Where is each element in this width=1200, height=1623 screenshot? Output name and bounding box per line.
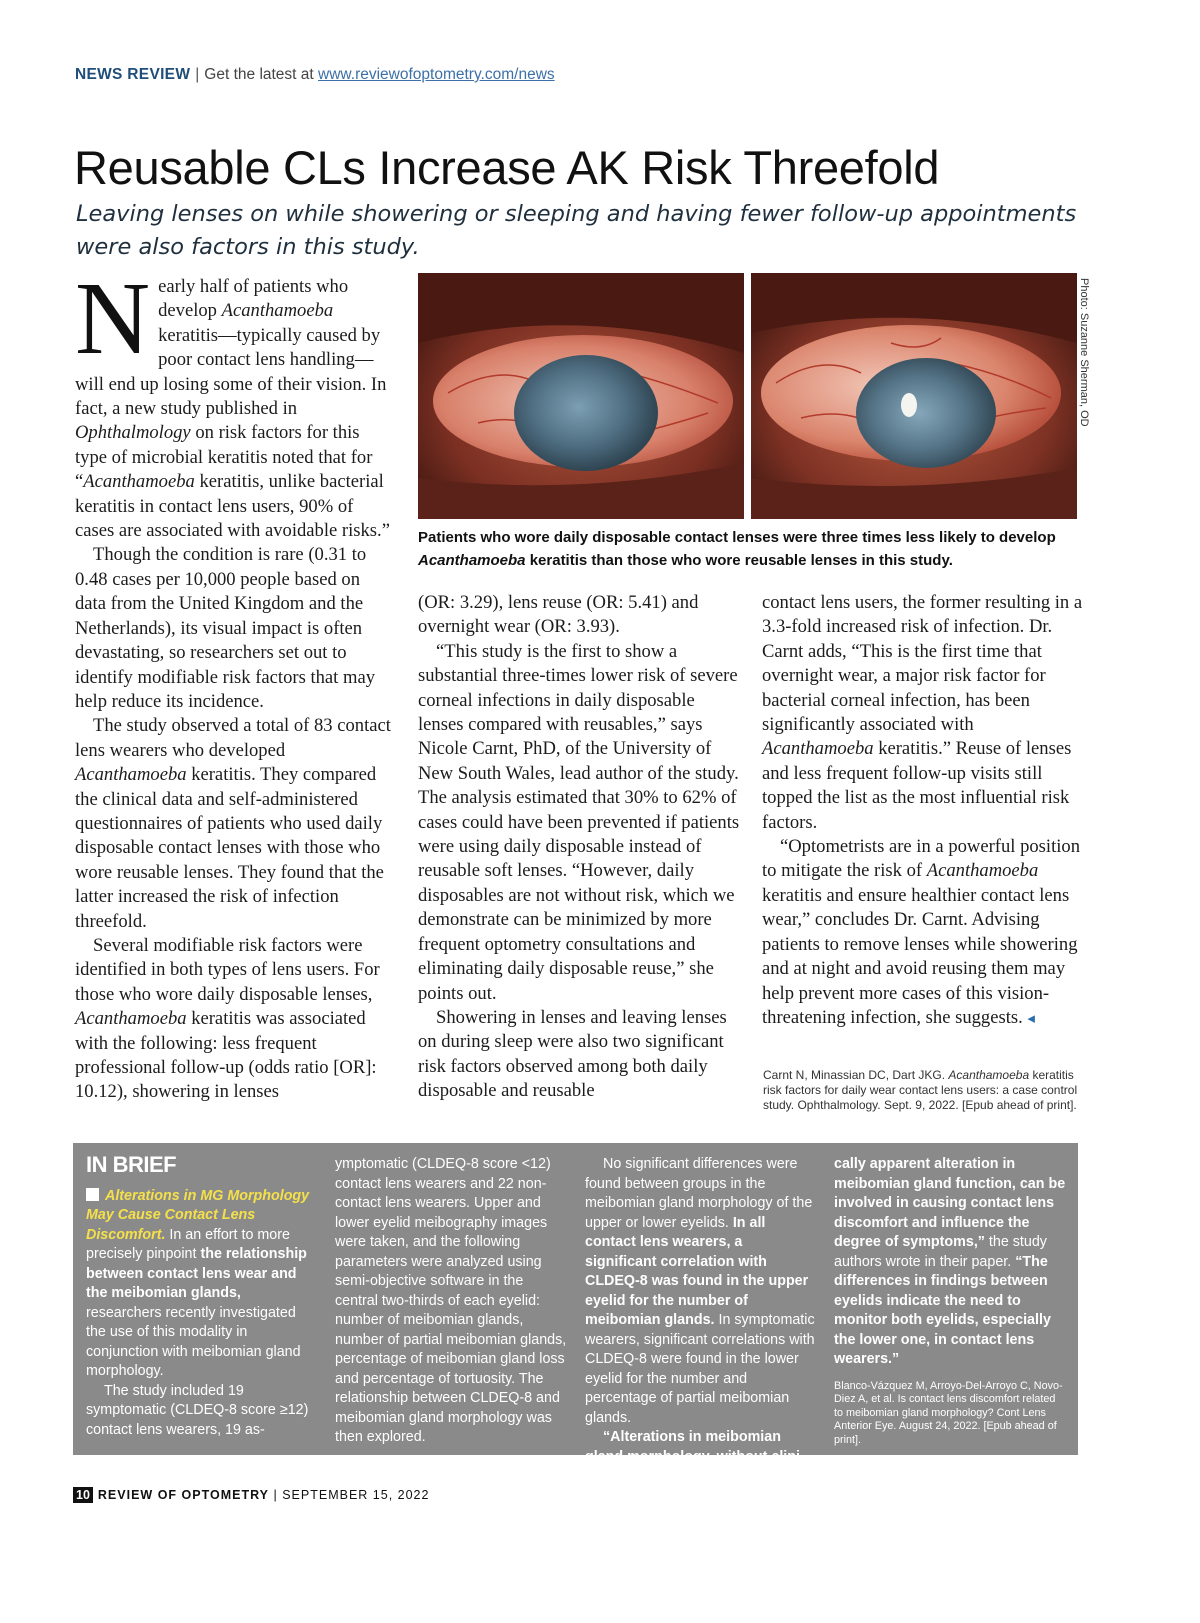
in-brief-heading: IN BRIEF	[86, 1152, 177, 1177]
article-subtitle: Leaving lenses on while showering or sleeping and having fewer follow-up appointments were also factors in this study.	[76, 201, 1077, 260]
text: No significant differences were found between groups in the meibomian gland morphology of the upper or lower eyelids.	[585, 1156, 813, 1231]
paragraph	[762, 591, 1084, 835]
in-brief-box	[73, 1143, 1078, 1465]
paragraph: The study included 19 symptomatic (CLDEQ-8 score ≥12) contact lens wearers, 19 as-	[86, 1382, 309, 1438]
article-citation	[763, 1068, 1081, 1113]
text: researchers recently investigated the use of this modality in conjunction with meibomian gland morphology.	[86, 1304, 301, 1379]
square-bullet-icon	[86, 1188, 99, 1201]
in-brief-citation: Blanco-Vázquez M, Arroyo-Del-Arroyo C, Novo-Diez A, et al. Is contact lens discomfort related to meibomian gland morphology? Cont Lens Anterior Eye. August 24, 2022. [Epub ahead of print].	[834, 1379, 1063, 1446]
eye-photo-right	[751, 273, 1077, 519]
in-brief-column-3	[585, 1155, 817, 1467]
text: The study observed a total of 83 contact lens wearers who developed	[75, 715, 391, 761]
species-name: Acanthamoeba	[75, 764, 187, 786]
eye-photo-left	[418, 273, 744, 519]
text: keratitis. They compared the clinical data and self-administered questionnaires of patients who used daily disposable contact lenses with those who wore reusable lenses. They found that the latter increased the risk of infection threefold.	[75, 764, 384, 932]
paragraph: Though the condition is rare (0.31 to 0.48 cases per 10,000 people based on data from the United Kingdom and the Netherlands), its visual impact is often devastating, so researchers set out to identify modifiable risk factors that may help reduce its incidence.	[75, 544, 375, 712]
text: In an effort to more precisely pinpoint	[86, 1226, 290, 1262]
text: Patients who wore daily disposable contact lenses were three times less likely to develop	[418, 529, 1056, 546]
text: Carnt N, Minassian DC, Dart JKG.	[763, 1068, 949, 1082]
article-title: Reusable CLs Increase AK Risk Threefold	[74, 141, 940, 194]
photo-credit: Photo: Suzanne Sherman, OD	[1078, 278, 1090, 427]
article-column-1	[75, 261, 393, 1105]
text: contact lens users, the former resulting in a 3.3-fold increased risk of infection. Dr. Carnt adds, “This is the first time that overnight wear, a major risk factor for bacterial corneal infection, has been significantly associated with	[762, 592, 1083, 736]
paragraph	[75, 934, 393, 1105]
section-header	[75, 66, 555, 84]
text: keratitis was associated with the following: less frequent professional follow-up (odds ratio [OR]: 10.12), showering in lenses	[75, 1008, 377, 1103]
paragraph: (OR: 3.29), lens reuse (OR: 5.41) and overnight wear (OR: 3.93).	[418, 592, 699, 638]
paragraph	[762, 835, 1084, 1031]
news-link[interactable]: www.reviewofoptometry.com/news	[318, 66, 555, 83]
paragraph	[86, 1187, 316, 1382]
in-brief-column-4	[834, 1155, 1066, 1447]
text: the study authors wrote in their paper.	[834, 1234, 1047, 1270]
page-number: 10	[73, 1487, 93, 1503]
text: the relationship between contact lens wear and the meibomian glands,	[86, 1246, 307, 1301]
in-brief-column-1	[86, 1152, 316, 1440]
text: keratitis.” Reuse of lenses and less frequent follow-up visits still topped the list as the most influential risk factors.	[762, 738, 1072, 833]
text: keratitis and ensure healthier contact lens wear,” concludes Dr. Carnt. Advising patients to remove lenses while showering and at night and avoid reusing them may help prevent more cases of this vision-threatening infection, she suggests.	[762, 884, 1078, 1028]
text: keratitis risk factors for daily wear contact lens users: a case control study. Ophthalmology. Sept. 9, 2022. [Epub ahead of print].	[763, 1068, 1078, 1112]
paragraph: “This study is the first to show a substantial three-times lower risk of severe corneal infections in daily disposable lenses compared with reusables,” says Nicole Carnt, PhD, of the University of New South Wales, lead author of the study. The analysis estimated that 30% to 62% of cases could have been prevented if patients were using daily disposable instead of reusable soft lenses. “However, daily disposables are not without risk, which we demonstrate can be minimized by more frequent optometry consultations and eliminating daily disposable reuse,” she points out.	[418, 640, 740, 1004]
footer-separator: |	[273, 1488, 278, 1502]
section-label: NEWS REVIEW	[75, 66, 191, 83]
species-name: Acanthamoeba	[75, 1008, 187, 1030]
end-mark-icon: ◂	[1027, 1010, 1035, 1027]
page-footer	[73, 1488, 429, 1502]
text: Several modifiable risk factors were identified in both types of lens users. For those who wore daily disposable lenses,	[75, 934, 380, 1005]
in-brief-column-2	[335, 1155, 567, 1448]
paragraph: ymptomatic (CLDEQ-8 score <12) contact lens wearers and 22 non-contact lens wearers. Upper and lower eyelid meibography images were taken, and the following parameters were analyzed using semi-objective software in the central two-thirds of each eyelid: number of meibomian glands, number of partial meibomian glands, percentage of meibomian gland loss and percentage of tortuosity. The relationship between CLDEQ-8 and meibomian gland morphology was then explored.	[335, 1156, 567, 1445]
paragraph	[585, 1428, 817, 1467]
species-name: Acanthamoeba	[926, 860, 1039, 882]
article-column-2	[418, 591, 740, 1104]
species-name: Acanthamoeba	[83, 471, 195, 493]
eye-photo-right-image	[751, 273, 1077, 519]
species-name: Acanthamoeba	[948, 1068, 1030, 1082]
eye-photo-left-image	[418, 273, 744, 519]
paragraph	[75, 261, 393, 543]
brief-kicker: Alterations in MG Morphology May Cause Contact Lens Discomfort.	[86, 1187, 310, 1243]
drop-cap: N	[75, 261, 151, 376]
photo-caption	[418, 526, 1078, 572]
paragraph	[75, 714, 393, 934]
species-name: Acanthamoeba	[762, 738, 874, 760]
text: keratitis—typically caused by poor contact lens handling—will end up losing some of their vision. In fact, a new study published in	[75, 324, 387, 420]
text: keratitis than those who wore reusable lenses in this study.	[525, 552, 953, 569]
text: In all contact lens wearers, a significant correlation with CLDEQ-8 was found in the upper eyelid for the number of meibomian glands.	[585, 1214, 809, 1328]
species-name: Acanthamoeba	[221, 300, 334, 322]
paragraph: Showering in lenses and leaving lenses on during sleep were also two significant risk factors observed among both daily disposable and reusable	[418, 1006, 727, 1102]
text: cally apparent alteration in meibomian gland function, can be involved in causing contact lens discomfort and influence the degree of symptoms,”	[834, 1156, 1066, 1250]
text: on risk factors for this type of microbial keratitis noted that for “	[75, 422, 373, 493]
text: early half of patients who develop	[158, 276, 349, 322]
text: “Alterations in meibomian gland morphology, without clini-	[585, 1429, 805, 1465]
text: “The differences in findings between eyelids indicate the need to monitor both eyelids, especially the lower one, in contact lens wearers.”	[834, 1253, 1051, 1367]
text: “Optometrists are in a powerful position to mitigate the risk of	[762, 836, 1081, 882]
text: In symptomatic wearers, significant correlations with CLDEQ-8 were found in the lower eyelid for the number and percentage of partial meibomian glands.	[585, 1312, 815, 1426]
issue-date: SEPTEMBER 15, 2022	[282, 1488, 430, 1502]
publication-name: REVIEW OF OPTOMETRY	[97, 1488, 269, 1502]
article-column-3	[762, 591, 1084, 1031]
text: keratitis, unlike bacterial keratitis in contact lens users, 90% of cases are associated with avoidable risks.”	[75, 471, 390, 542]
header-separator: |	[195, 66, 200, 83]
paragraph	[585, 1155, 817, 1428]
species-name: Acanthamoeba	[418, 552, 526, 569]
header-latest-text: Get the latest at	[204, 66, 314, 83]
journal-name: Ophthalmology	[75, 422, 191, 444]
paragraph	[834, 1155, 1066, 1370]
